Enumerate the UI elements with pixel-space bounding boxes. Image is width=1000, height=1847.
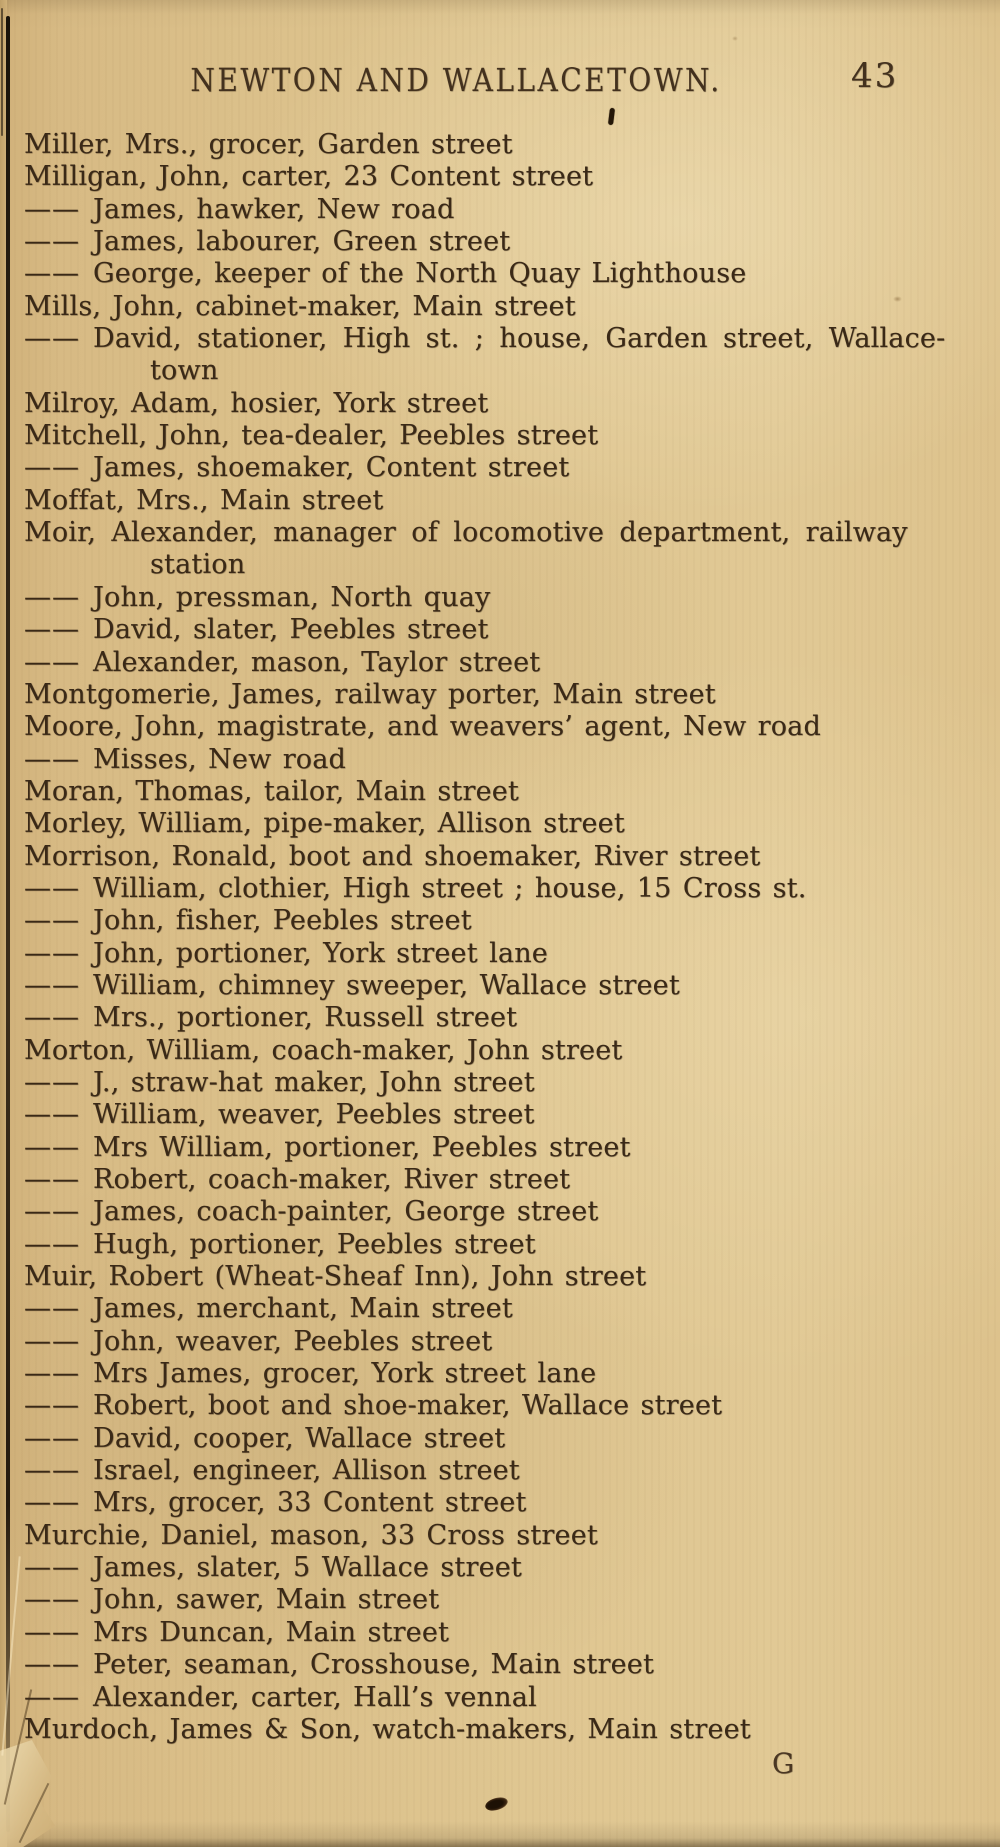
entry-line xyxy=(24,161,976,193)
entry-line xyxy=(24,1229,976,1261)
entry-text: James, labourer, Green street xyxy=(93,226,511,258)
ditto-dash: —— xyxy=(24,1649,80,1681)
entry-line xyxy=(24,679,976,711)
entry-text: Robert, coach-maker, River street xyxy=(93,1164,571,1195)
entry-line xyxy=(24,1132,976,1164)
directory-entry xyxy=(24,517,976,582)
entry-text: James, hawker, New road xyxy=(93,193,455,225)
directory-entry xyxy=(24,1196,976,1228)
entry-line xyxy=(24,841,976,873)
directory-entry xyxy=(24,808,976,840)
entry-line xyxy=(24,711,976,743)
entry-text: Morton, William, coach-maker, John street xyxy=(24,1034,623,1066)
entry-text: Moran, Thomas, tailor, Main street xyxy=(24,775,519,807)
directory-entry xyxy=(24,1487,976,1519)
directory-entry xyxy=(24,194,976,226)
binding-edge-line xyxy=(6,16,10,1832)
entry-text: Morley, William, pipe-maker, Allison street xyxy=(24,808,625,840)
entry-text: Miller, Mrs., grocer, Garden street xyxy=(24,129,513,160)
ditto-dash: —— xyxy=(24,1164,80,1195)
entry-text: Mrs Duncan, Main street xyxy=(93,1616,450,1648)
directory-entry xyxy=(24,1390,976,1422)
directory-entry xyxy=(24,970,976,1002)
entry-text: Alexander, mason, Taylor street xyxy=(93,646,541,678)
directory-entry xyxy=(24,420,976,452)
directory-entry xyxy=(24,452,976,484)
ditto-dash: —— xyxy=(24,1131,80,1163)
directory-entry xyxy=(24,1649,976,1681)
ditto-dash: —— xyxy=(24,258,80,290)
ditto-dash: —— xyxy=(24,1099,80,1131)
entry-text: John, sawer, Main street xyxy=(93,1584,440,1616)
ditto-dash: —— xyxy=(24,1455,80,1487)
directory-entry xyxy=(24,1520,976,1552)
entry-text: David, stationer, High st. ; house, Garden street, Wallace- xyxy=(93,323,946,355)
entry-text: William, weaver, Peebles street xyxy=(93,1099,535,1131)
entry-line xyxy=(24,1552,976,1584)
directory-entry xyxy=(24,679,976,711)
directory-entry xyxy=(24,129,976,161)
directory-entry xyxy=(24,1552,976,1584)
torn-corner-patch xyxy=(0,1740,58,1847)
directory-entry xyxy=(24,1099,976,1131)
entry-line xyxy=(24,420,976,452)
entry-line xyxy=(24,1487,976,1519)
directory-entry xyxy=(24,1229,976,1261)
entry-text: James, shoemaker, Content street xyxy=(93,452,570,484)
entry-text: William, clothier, High street ; house, 15 Cross st. xyxy=(93,872,807,904)
entry-line xyxy=(24,582,976,614)
directory-entry xyxy=(24,1164,976,1196)
directory-entry xyxy=(24,647,976,679)
entry-text: Alexander, carter, Hall’s vennal xyxy=(93,1681,537,1713)
entry-line xyxy=(24,388,976,420)
entry-line xyxy=(24,194,976,226)
directory-entry xyxy=(24,1067,976,1099)
ditto-dash: —— xyxy=(24,614,80,646)
ditto-dash: —— xyxy=(24,969,80,1001)
ditto-dash: —— xyxy=(24,905,80,937)
entry-line xyxy=(24,1261,976,1293)
directory-entry xyxy=(24,1455,976,1487)
ditto-dash: —— xyxy=(24,1584,80,1616)
ditto-dash: —— xyxy=(24,743,80,775)
entry-line xyxy=(24,226,976,258)
directory-entry xyxy=(24,1584,976,1616)
ditto-dash: —— xyxy=(24,226,80,258)
paper-speck xyxy=(732,36,738,41)
entry-line xyxy=(24,1099,976,1131)
entry-text: Mrs James, grocer, York street lane xyxy=(93,1358,597,1390)
paper-speck xyxy=(893,296,902,302)
entry-text: Robert, boot and shoe-maker, Wallace street xyxy=(93,1390,723,1422)
entry-line xyxy=(24,1002,976,1034)
ditto-dash: —— xyxy=(24,1616,80,1648)
ditto-dash: —— xyxy=(24,1552,80,1584)
entry-text: Murdoch, James & Son, watch-makers, Main street xyxy=(24,1713,751,1745)
entry-text: David, slater, Peebles street xyxy=(93,614,489,646)
entry-text: John, weaver, Peebles street xyxy=(93,1325,493,1357)
entry-text: George, keeper of the North Quay Lighthouse xyxy=(93,258,747,290)
entry-text: Mrs William, portioner, Peebles street xyxy=(93,1131,631,1163)
entry-text: John, pressman, North quay xyxy=(93,581,491,613)
ditto-dash: —— xyxy=(24,1422,80,1454)
entry-line xyxy=(24,1617,976,1649)
entry-line xyxy=(24,905,976,937)
ditto-dash: —— xyxy=(24,323,80,355)
entry-line xyxy=(24,1326,976,1358)
entry-text: Peter, seaman, Crosshouse, Main street xyxy=(93,1649,654,1681)
directory-list xyxy=(24,129,976,1746)
ditto-dash: —— xyxy=(24,452,80,484)
directory-entry xyxy=(24,1035,976,1067)
entry-text: David, cooper, Wallace street xyxy=(93,1422,506,1454)
ditto-dash: —— xyxy=(24,872,80,904)
ditto-dash: —— xyxy=(24,1002,80,1034)
entry-text: Israel, engineer, Allison street xyxy=(93,1455,520,1487)
directory-entry xyxy=(24,938,976,970)
ditto-dash: —— xyxy=(24,1325,80,1357)
entry-text: Morrison, Ronald, boot and shoemaker, River street xyxy=(24,840,761,872)
entry-text: Milligan, John, carter, 23 Content street xyxy=(24,161,594,193)
entry-text: Mills, John, cabinet-maker, Main street xyxy=(24,290,576,322)
ditto-dash: —— xyxy=(24,581,80,613)
entry-line xyxy=(24,1196,976,1228)
entry-text: Murchie, Daniel, mason, 33 Cross street xyxy=(24,1519,598,1551)
entry-line xyxy=(24,485,976,517)
entry-text: Misses, New road xyxy=(93,743,347,775)
entry-line xyxy=(24,1358,976,1390)
ditto-dash: —— xyxy=(24,937,80,969)
entry-text: Montgomerie, James, railway porter, Main street xyxy=(24,678,716,710)
binding-edge-line-short xyxy=(1,8,3,136)
entry-line xyxy=(24,1649,976,1681)
directory-entry xyxy=(24,873,976,905)
entry-continuation: station xyxy=(150,549,246,581)
directory-entry xyxy=(24,1617,976,1649)
entry-text: Milroy, Adam, hosier, York street xyxy=(24,387,489,419)
directory-entry xyxy=(24,388,976,420)
entry-line xyxy=(24,614,976,646)
directory-entry xyxy=(24,161,976,193)
entry-text: J., straw-hat maker, John street xyxy=(93,1066,535,1098)
entry-line xyxy=(24,291,976,323)
entry-line xyxy=(24,776,976,808)
entry-continuation: town xyxy=(150,355,219,387)
entry-line xyxy=(24,938,976,970)
entry-text: Moffat, Mrs., Main street xyxy=(24,484,384,516)
entry-text: John, fisher, Peebles street xyxy=(93,905,472,937)
ink-mark xyxy=(608,108,615,125)
directory-entry xyxy=(24,1132,976,1164)
ditto-dash: —— xyxy=(24,1066,80,1098)
catchword: G xyxy=(772,1747,795,1780)
directory-entry xyxy=(24,744,976,776)
entry-line xyxy=(24,1067,976,1099)
directory-entry xyxy=(24,905,976,937)
entry-line xyxy=(24,808,976,840)
entry-text: James, slater, 5 Wallace street xyxy=(93,1552,522,1584)
entry-text: Hugh, portioner, Peebles street xyxy=(93,1228,536,1260)
entry-text: James, coach-painter, George street xyxy=(93,1196,599,1228)
ditto-dash: —— xyxy=(24,1487,80,1519)
entry-line xyxy=(24,452,976,484)
directory-entry xyxy=(24,226,976,258)
entry-text: Mitchell, John, tea-dealer, Peebles street xyxy=(24,420,599,452)
directory-entry xyxy=(24,841,976,873)
directory-entry xyxy=(24,1261,976,1293)
entry-line xyxy=(24,323,976,355)
entry-text: James, merchant, Main street xyxy=(93,1293,513,1325)
ditto-dash: —— xyxy=(24,1196,80,1228)
entry-line xyxy=(24,1423,976,1455)
entry-text: William, chimney sweeper, Wallace street xyxy=(93,969,680,1001)
entry-line xyxy=(24,517,976,549)
entry-text: Moir, Alexander, manager of locomotive department, railway xyxy=(24,517,908,549)
page-number: 43 xyxy=(851,56,899,96)
entry-line xyxy=(24,873,976,905)
ditto-dash: —— xyxy=(24,1293,80,1325)
entry-line xyxy=(24,1293,976,1325)
entry-line xyxy=(24,970,976,1002)
entry-text: Muir, Robert (Wheat-Sheaf Inn), John street xyxy=(24,1261,647,1293)
entry-line xyxy=(24,1164,976,1196)
directory-entry xyxy=(24,1293,976,1325)
entry-line xyxy=(24,258,976,290)
entry-line xyxy=(24,744,976,776)
entry-line xyxy=(24,1390,976,1422)
directory-entry xyxy=(24,258,976,290)
entry-line xyxy=(24,1584,976,1616)
entry-line xyxy=(24,129,976,161)
ditto-dash: —— xyxy=(24,1390,80,1422)
running-title: NEWTON AND WALLACETOWN. xyxy=(190,62,722,99)
ditto-dash: —— xyxy=(24,1228,80,1260)
entry-text: John, portioner, York street lane xyxy=(93,937,548,969)
directory-entry xyxy=(24,1682,976,1714)
entry-text: Mrs., portioner, Russell street xyxy=(93,1002,518,1034)
directory-entry xyxy=(24,776,976,808)
directory-entry xyxy=(24,614,976,646)
entry-line xyxy=(24,1520,976,1552)
ditto-dash: —— xyxy=(24,193,80,225)
directory-entry xyxy=(24,1714,976,1746)
entry-line xyxy=(24,1714,976,1746)
entry-line xyxy=(24,1455,976,1487)
entry-line xyxy=(24,1682,976,1714)
ditto-dash: —— xyxy=(24,1681,80,1713)
entry-text: Mrs, grocer, 33 Content street xyxy=(93,1487,527,1519)
directory-entry xyxy=(24,711,976,743)
entry-text: Moore, John, magistrate, and weavers’ agent, New road xyxy=(24,711,821,743)
entry-line xyxy=(24,1035,976,1067)
directory-entry xyxy=(24,323,976,388)
entry-line xyxy=(24,647,976,679)
directory-entry xyxy=(24,291,976,323)
directory-entry xyxy=(24,582,976,614)
ditto-dash: —— xyxy=(24,646,80,678)
directory-entry xyxy=(24,1326,976,1358)
directory-entry xyxy=(24,1358,976,1390)
ink-blot xyxy=(484,1795,509,1813)
directory-entry xyxy=(24,1002,976,1034)
ditto-dash: —— xyxy=(24,1358,80,1390)
directory-entry xyxy=(24,485,976,517)
directory-entry xyxy=(24,1423,976,1455)
